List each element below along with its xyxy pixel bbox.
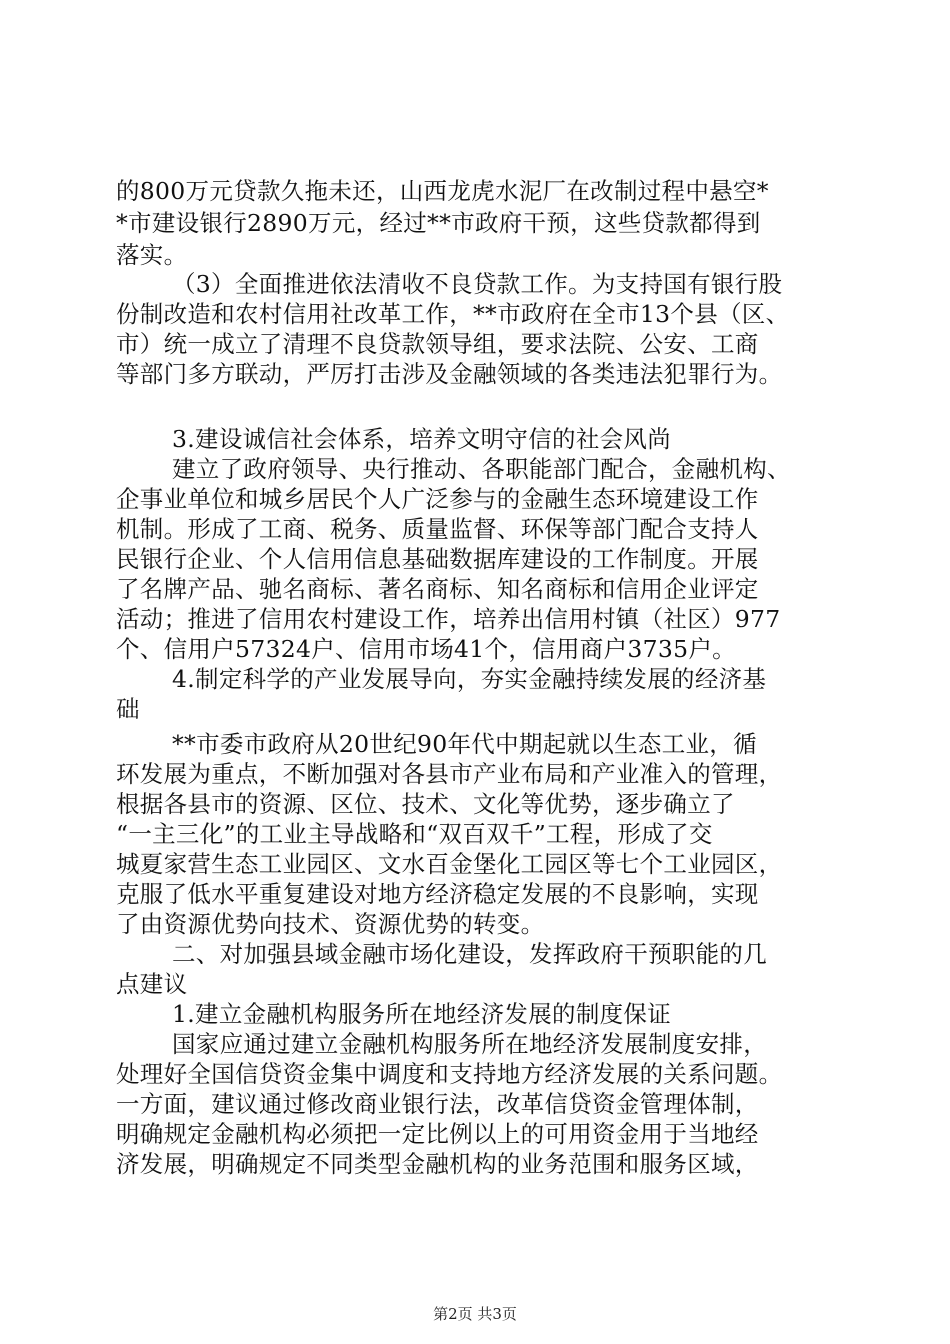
text-line: *市建设银行2890万元，经过**市政府干预，这些贷款都得到 [116, 209, 761, 237]
text-line: 国家应通过建立金融机构服务所在地经济发展制度安排， [172, 1030, 767, 1058]
text-line: 环发展为重点，不断加强对各县市产业布局和产业准入的管理， [116, 760, 783, 788]
text-line: 济发展，明确规定不同类型金融机构的业务范围和服务区域， [116, 1150, 759, 1178]
text-line: 了名牌产品、驰名商标、著名商标、知名商标和信用企业评定 [116, 575, 759, 603]
text-line: 了由资源优势向技术、资源优势的转变。 [116, 910, 545, 938]
section-heading: 1.建立金融机构服务所在地经济发展的制度保证 [172, 1000, 672, 1028]
text-line: 根据各县市的资源、区位、技术、文化等优势，逐步确立了 [116, 790, 735, 818]
text-line: 克服了低水平重复建设对地方经济稳定发展的不良影响，实现 [116, 880, 759, 908]
text-line: 城夏家营生态工业园区、文水百金堡化工园区等七个工业园区， [116, 850, 783, 878]
section-heading: 4.制定科学的产业发展导向，夯实金融持续发展的经济基 [172, 665, 767, 693]
text-line: 市）统一成立了清理不良贷款领导组，要求法院、公安、工商 [116, 330, 759, 358]
text-line: 落实。 [116, 241, 188, 269]
text-line: 处理好全国信贷资金集中调度和支持地方经济发展的关系问题。 [116, 1060, 783, 1088]
text-line: （3）全面推进依法清收不良贷款工作。为支持国有银行股 [172, 270, 783, 298]
text-line: 民银行企业、个人信用信息基础数据库建设的工作制度。开展 [116, 545, 759, 573]
text-line: 一方面，建议通过修改商业银行法，改革信贷资金管理体制， [116, 1090, 759, 1118]
text-line: 机制。形成了工商、税务、质量监督、环保等部门配合支持人 [116, 515, 759, 543]
text-line: 的800万元贷款久拖未还，山西龙虎水泥厂在改制过程中悬空* [116, 177, 769, 205]
section-heading: 二、对加强县域金融市场化建设，发挥政府干预职能的几 [172, 940, 767, 968]
page-number: 第2页 共3页 [433, 1305, 517, 1323]
text-line: 等部门多方联动，严厉打击涉及金融领域的各类违法犯罪行为。 [116, 360, 783, 388]
text-line: “一主三化”的工业主导战略和“双百双千”工程，形成了交 [116, 820, 713, 848]
section-heading: 础 [116, 695, 140, 723]
text-line: 建立了政府领导、央行推动、各职能部门配合，金融机构、 [172, 455, 791, 483]
section-heading: 3.建设诚信社会体系，培养文明守信的社会风尚 [172, 425, 672, 453]
section-heading: 点建议 [116, 970, 188, 998]
text-line: 明确规定金融机构必须把一定比例以上的可用资金用于当地经 [116, 1120, 759, 1148]
text-line: 活动；推进了信用农村建设工作，培养出信用村镇（社区）977 [116, 605, 781, 633]
text-line: 份制改造和农村信用社改革工作，**市政府在全市13个县（区、 [116, 300, 790, 328]
text-line: 个、信用户57324户、信用市场41个，信用商户3735户。 [116, 635, 736, 663]
text-line: **市委市政府从20世纪90年代中期起就以生态工业，循 [172, 730, 757, 758]
text-line: 企事业单位和城乡居民个人广泛参与的金融生态环境建设工作 [116, 485, 759, 513]
